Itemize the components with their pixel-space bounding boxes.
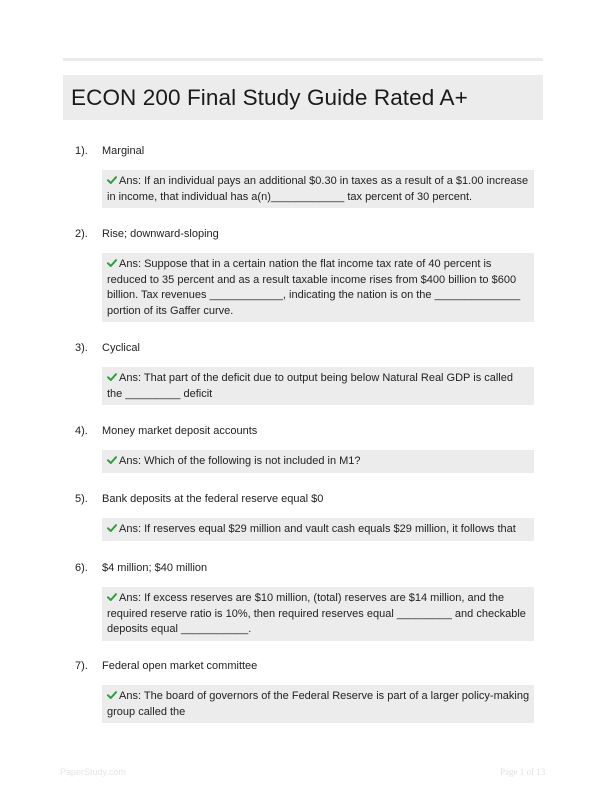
- title-banner: [63, 75, 543, 120]
- question-text: Federal open market committee: [102, 660, 258, 672]
- answer-box: [102, 450, 534, 473]
- answer-text: Ans: That part of the deficit due to output being below Natural Real GDP is called the _________ deficit: [107, 372, 513, 400]
- check-icon: [107, 372, 117, 382]
- question-number: 1).: [75, 145, 88, 157]
- answer-text: Ans: If excess reserves are $10 million, (total) reserves are $14 million, and the required reserve ratio is 10%, then required reserves equal _________ and checkable deposits equal ___________.: [107, 592, 526, 635]
- question-number: 3).: [75, 342, 88, 354]
- page-number: Page 1 of 13: [500, 767, 546, 777]
- answer-box: [102, 253, 534, 322]
- question-text: Bank deposits at the federal reserve equal $0: [102, 493, 324, 505]
- question-text: Marginal: [102, 145, 145, 157]
- answer-text: Ans: Suppose that in a certain nation the flat income tax rate of 40 percent is reduced to 35 percent and as a result taxable income rises from $400 billion to $600 billion. Tax revenues ____________, indicating the nation is on the ______________ portion of its Gaffer curve.: [107, 258, 521, 317]
- question-number: 7).: [75, 660, 88, 672]
- check-icon: [107, 690, 117, 700]
- question-number: 2).: [75, 228, 88, 240]
- check-icon: [107, 455, 117, 465]
- check-icon: [107, 592, 117, 602]
- answer-box: [102, 170, 534, 208]
- answer-box: [102, 587, 534, 641]
- question-number: 5).: [75, 493, 88, 505]
- question-number: 4).: [75, 425, 88, 437]
- footer-watermark: PaperStudy.com: [60, 767, 126, 777]
- top-divider: [63, 58, 543, 61]
- check-icon: [107, 523, 117, 533]
- check-icon: [107, 258, 117, 268]
- check-icon: [107, 175, 117, 185]
- question-text: Money market deposit accounts: [102, 425, 258, 437]
- page-title: ECON 200 Final Study Guide Rated A+: [71, 84, 468, 110]
- answer-text: Ans: The board of governors of the Federal Reserve is part of a larger policy-making group called the: [107, 690, 530, 718]
- answer-box: [102, 685, 534, 723]
- answer-text: Ans: If an individual pays an additional $0.30 in taxes as a result of a $1.00 increase in income, that individual has a(n)____________ tax percent of 30 percent.: [107, 175, 529, 203]
- question-text: Cyclical: [102, 342, 140, 354]
- answer-text: Ans: Which of the following is not included in M1?: [119, 455, 361, 467]
- question-number: 6).: [75, 562, 88, 574]
- answer-box: [102, 367, 534, 405]
- question-text: $4 million; $40 million: [102, 562, 208, 574]
- answer-box: [102, 518, 534, 541]
- question-text: Rise; downward-sloping: [102, 228, 219, 240]
- answer-text: Ans: If reserves equal $29 million and vault cash equals $29 million, it follows that: [119, 523, 516, 535]
